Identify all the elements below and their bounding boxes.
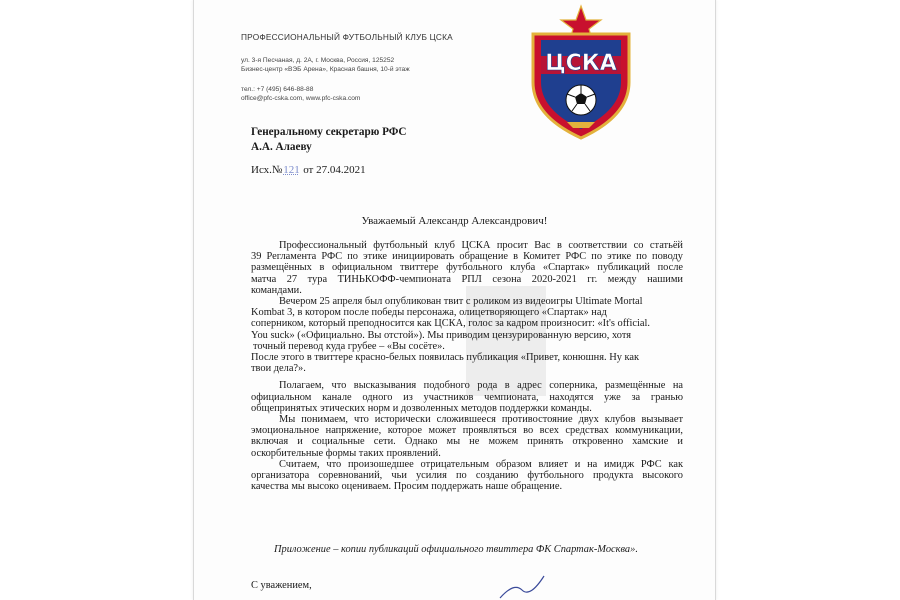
paragraph-line: оскорбительные формы таких проявлений.: [251, 447, 441, 459]
paragraph-line: общепринятых этических норм и дозволенных методов поддержки команды.: [251, 402, 592, 414]
letterhead: [241, 32, 453, 42]
org-name: ПРОФЕССИОНАЛЬНЫЙ ФУТБОЛЬНЫЙ КЛУБ ЦСКА: [241, 32, 453, 42]
closing-text: С уважением,: [251, 580, 312, 591]
paragraph: [251, 380, 683, 414]
paragraph-line: Kombat 3, в котором после победы персонажа, олицетворяющего «Спартак» над: [251, 307, 607, 319]
letter-body: [251, 240, 683, 492]
paragraph-line: Мы понимаем, что исторически сложившееся противостояние двух клубов вызывает: [279, 414, 683, 426]
phone-text: тел.: +7 (495) 646-88-88: [241, 86, 314, 93]
paragraph-line: качества мы высоко оцениваем. Просим поддержать наше обращение.: [251, 481, 563, 493]
paragraph-line: 39 Регламента РФС по этике инициировать обращение в Комитет РФС по этике по поводу: [251, 251, 683, 263]
paragraph-line: эмоциональное напряжение, которое может проявляться во всех средствах коммуникации,: [251, 425, 683, 437]
paragraph-line: включая и социальные сети. Однако мы не можем принять откровенно хамские и: [251, 436, 683, 448]
email-text: office@pfc-cska.com, www.pfc-cska.com: [241, 94, 361, 102]
paragraph-line: организатора соревнований, чьи усилия по созданию футбольного продукта высокого: [251, 470, 683, 482]
paragraph-line: Профессиональный футбольный клуб ЦСКА просит Вас в соответствии со статьёй: [279, 240, 683, 251]
paragraph: [251, 459, 683, 493]
paragraph-line: точный перевод куда грубее – «Вы сосёте».: [253, 340, 445, 352]
paragraph-line: матча 27 тура ТИНЬКОФФ-чемпионата РПЛ сезона 2020-2021 гг. между нашими: [251, 273, 683, 285]
paragraph-line: Полагаем, что высказывания подобного рода в адрес соперника, размещённые на: [279, 380, 683, 392]
paragraph-line: Вечером 25 апреля был опубликован твит с роликом из видеоигры Ultimate Mortal: [279, 296, 643, 308]
paragraph: [251, 352, 683, 374]
logo-text: ЦСКА: [545, 51, 617, 76]
recipient-name: А.А. Алаеву: [251, 141, 312, 153]
paragraph-line: твои дела?».: [251, 363, 306, 375]
paragraph: [251, 296, 683, 352]
recipient-title: Генеральному секретарю РФС: [251, 126, 407, 138]
outgoing-reference: [251, 164, 366, 176]
paragraph-line: размещённых в официальном твиттере футбольного клуба «Спартак» публикаций после: [251, 262, 683, 274]
signature-icon: [492, 570, 552, 600]
address-line: ул. 3-я Песчаная, д. 2А, г. Москва, Россия, 125252: [241, 57, 395, 64]
paragraph-line: соперником, который преподносится как ЦСКА, голос за кадром произносит: «It's official.: [251, 318, 650, 330]
paragraph-line: командами.: [251, 284, 302, 296]
salutation: Уважаемый Александр Александрович!: [361, 215, 548, 227]
address-line: Бизнес-центр «ВЭБ Арена», Красная башня, 10-й этаж: [241, 65, 410, 73]
paragraph-line: Считаем, что произошедшее отрицательным образом влияет и на имидж РФС как: [279, 458, 683, 470]
paragraph-line: После этого в твиттере красно-белых появилась публикация «Привет, конюшня. Ну как: [251, 352, 640, 364]
address-block: [241, 57, 410, 75]
appendix-note: Приложение – копии публикаций официального твиттера ФК Спартак-Москва».: [274, 544, 638, 555]
recipient-block: [251, 125, 406, 155]
reference-number: 121: [283, 164, 300, 176]
cska-logo-icon: [527, 4, 635, 142]
paragraph-line: You suck» («Официально. Вы отстой»). Мы приводим цензурированную версию, хотя: [251, 329, 632, 341]
reference-date: от 27.04.2021: [303, 164, 366, 176]
letter-page: [193, 0, 716, 600]
paragraph-line: официальном канале одного из участников чемпионата, находятся уже за гранью: [251, 391, 683, 403]
contacts-block: [241, 86, 360, 103]
paragraph: [251, 414, 683, 459]
reference-prefix: Исх.№: [251, 164, 283, 176]
paragraph: [251, 240, 683, 296]
